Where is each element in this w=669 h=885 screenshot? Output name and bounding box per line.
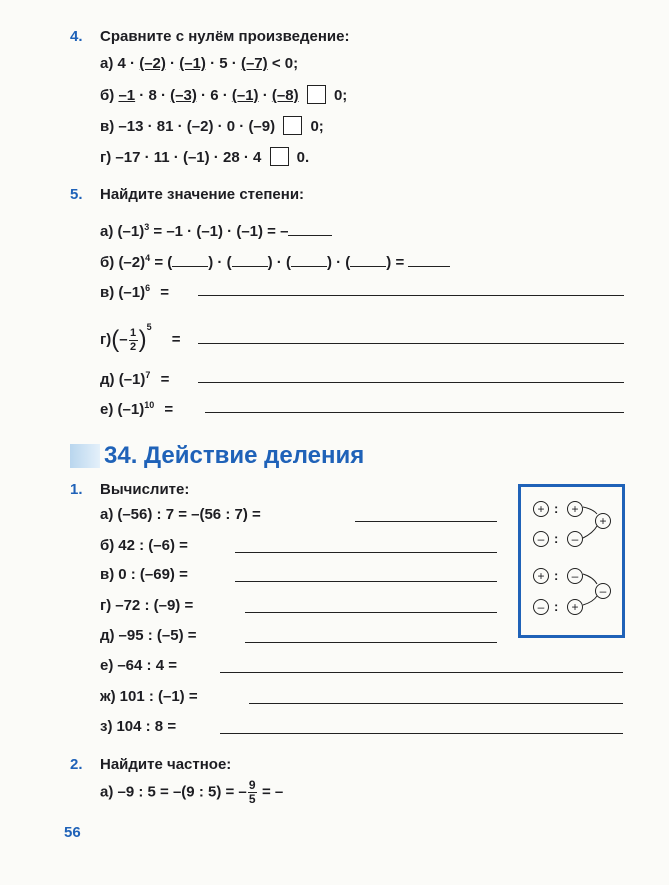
answer-line[interactable] <box>245 612 497 613</box>
expression: –64 : 4 = <box>117 657 177 674</box>
power-base: (–1) <box>117 223 145 240</box>
task1-number: 1. <box>70 481 83 498</box>
equals-sign: = <box>164 401 174 418</box>
answer-blank[interactable] <box>408 254 450 267</box>
item-label: д) <box>100 371 115 388</box>
power-base: (–1) <box>118 371 146 388</box>
factor-underlined: –1 <box>118 87 136 104</box>
factor-underlined: (–1) <box>231 87 259 104</box>
page-number: 56 <box>64 824 81 841</box>
expression: (–56) : 7 = –(56 : 7) = <box>117 506 261 523</box>
answer-line[interactable] <box>205 412 624 413</box>
paren: ( <box>167 254 173 271</box>
minus-icon: – <box>595 583 611 599</box>
paren: ) <box>326 254 332 271</box>
fraction-denominator: 2 <box>130 340 137 353</box>
task4-item-b: б) –1 · 8 · (–3) · 6 · (–1) · (–8) 0; <box>100 87 348 104</box>
paren: ) <box>267 254 273 271</box>
task5-item-d <box>100 366 169 389</box>
factor-underlined: (–3) <box>170 87 197 104</box>
rule-arrows-icon <box>521 487 622 635</box>
comparison: < 0; <box>271 55 299 72</box>
task4-item-v <box>100 116 324 136</box>
item-label: в) <box>100 566 115 583</box>
factor: 5 <box>219 55 228 72</box>
factor-blank[interactable] <box>172 254 208 267</box>
task2-title: Найдите частное: <box>100 756 232 773</box>
power-base: (–2) <box>118 254 146 271</box>
task2-item-a <box>100 780 283 805</box>
paren: ( <box>285 254 291 271</box>
task1-item <box>100 657 177 675</box>
task5-number: 5. <box>70 186 83 203</box>
answer-line[interactable] <box>235 581 497 582</box>
fraction-numerator: 9 <box>248 778 256 792</box>
item-label: а) <box>100 223 114 240</box>
comparison-answer-box[interactable] <box>307 85 326 104</box>
power-base: (–1) <box>117 401 145 418</box>
factor-underlined: (–2) <box>139 55 166 72</box>
task5-item-b <box>100 249 450 272</box>
plus-icon: + <box>533 568 549 584</box>
answer-line[interactable] <box>198 295 624 296</box>
answer-line[interactable] <box>198 343 624 344</box>
expansion: = –1 · (–1) · (–1) = – <box>153 223 289 240</box>
comparison-tail: 0; <box>333 87 348 104</box>
answer-line[interactable] <box>220 733 623 734</box>
power-base: (–1) <box>118 284 146 301</box>
item-label: е) <box>100 657 114 674</box>
power-exponent: 3 <box>144 222 150 232</box>
section-marker <box>70 444 100 468</box>
answer-line[interactable] <box>249 703 623 704</box>
expression: 104 : 8 = <box>116 718 177 735</box>
expression: –13 · 81 · (–2) · 0 · (–9) <box>118 118 276 135</box>
factor-blank[interactable] <box>232 254 268 267</box>
fraction-sign: – <box>119 331 128 348</box>
item-label: б) <box>100 254 115 271</box>
item-label: е) <box>100 401 114 418</box>
task4-item-g <box>100 147 309 167</box>
task1-item <box>100 537 188 555</box>
plus-icon: + <box>595 513 611 529</box>
equals-sign: = <box>160 284 170 301</box>
task1-item <box>100 627 197 645</box>
factor-blank[interactable] <box>291 254 327 267</box>
item-label: ж) <box>100 688 116 705</box>
dot: · <box>276 254 282 271</box>
expression: 0 : (–69) = <box>118 566 188 583</box>
task1-item <box>100 688 198 706</box>
minus-icon: – <box>533 531 549 547</box>
answer-blank[interactable] <box>288 223 332 236</box>
division-sign: : <box>554 531 559 546</box>
factor-underlined: (–1) <box>179 55 206 72</box>
task5-item-a <box>100 218 332 241</box>
answer-line[interactable] <box>245 642 497 643</box>
task5-title: Найдите значение степени: <box>100 186 305 203</box>
paren: ( <box>345 254 351 271</box>
section-title: 34. Действие деления <box>104 442 365 469</box>
item-label: а) <box>100 55 114 72</box>
task5-item-e <box>100 396 173 419</box>
answer-line[interactable] <box>355 521 497 522</box>
equals-sign: = <box>171 331 181 348</box>
paren: ( <box>226 254 232 271</box>
dot: · <box>336 254 342 271</box>
power-exponent: 7 <box>145 370 151 380</box>
item-label: в) <box>100 118 115 135</box>
item-label: б) <box>100 537 115 554</box>
division-sign: : <box>554 501 559 516</box>
item-label: в) <box>100 284 115 301</box>
minus-icon: – <box>533 599 549 615</box>
equals-sign: = <box>395 254 405 271</box>
comparison-answer-box[interactable] <box>283 116 302 135</box>
fraction-denominator: 5 <box>248 792 256 806</box>
equals-sign: = <box>160 371 170 388</box>
item-label: з) <box>100 718 113 735</box>
item-label: а) <box>100 506 114 523</box>
item-label: г) <box>100 331 112 348</box>
comparison-tail: 0; <box>310 118 324 135</box>
answer-line[interactable] <box>220 672 623 673</box>
factor: 8 <box>148 87 157 104</box>
task4-number: 4. <box>70 28 83 45</box>
item-label: г) <box>100 149 112 166</box>
task2-number: 2. <box>70 756 83 773</box>
plus-icon: + <box>567 501 583 517</box>
fraction-numerator: 1 <box>130 326 137 339</box>
item-label: а) <box>100 783 114 801</box>
factor-underlined: (–8) <box>271 87 299 104</box>
expression: –9 : 5 = –(9 : 5) = – <box>117 783 247 801</box>
expression: 101 : (–1) = <box>119 688 198 705</box>
expression: –95 : (–5) = <box>118 627 197 644</box>
task4-title: Сравните с нулём произведение: <box>100 28 350 45</box>
task1-item <box>100 566 188 584</box>
paren: ) <box>208 254 214 271</box>
plus-icon: + <box>533 501 549 517</box>
factor: 4 <box>117 55 126 72</box>
division-sign: : <box>554 568 559 583</box>
fraction <box>248 780 257 805</box>
fraction <box>129 328 138 353</box>
comparison-tail: 0. <box>296 149 310 166</box>
expression: –72 : (–9) = <box>115 597 194 614</box>
plus-icon: + <box>567 599 583 615</box>
division-sign: : <box>554 599 559 614</box>
task4-item-a: а) 4 · (–2) · (–1) · 5 · (–7) < 0; <box>100 55 299 72</box>
expression: 42 : (–6) = <box>118 537 188 554</box>
task5-item-v <box>100 279 169 302</box>
power-exponent: 4 <box>145 253 151 263</box>
task1-item <box>100 597 193 615</box>
factor-blank[interactable] <box>350 254 386 267</box>
task5-item-g: г)(– $\frac{1}{2}$ )$^5$ = <box>100 322 181 354</box>
task1-title: Вычислите: <box>100 481 190 498</box>
minus-icon: – <box>567 568 583 584</box>
power-exponent: 5 <box>146 322 152 332</box>
task1-item <box>100 506 261 524</box>
expression: –17 · 11 · (–1) · 28 · 4 <box>115 149 262 166</box>
power-exponent: 6 <box>145 283 151 293</box>
expression-tail: = – <box>261 783 284 801</box>
item-label: б) <box>100 87 115 104</box>
item-label: д) <box>100 627 115 644</box>
comparison-answer-box[interactable] <box>270 147 289 166</box>
factor: 6 <box>210 87 219 104</box>
equals-sign: = <box>154 254 164 271</box>
dot: · <box>217 254 223 271</box>
paren: ) <box>386 254 392 271</box>
sign-rules-box <box>518 484 625 638</box>
answer-line[interactable] <box>235 552 497 553</box>
answer-line[interactable] <box>198 382 624 383</box>
minus-icon: – <box>567 531 583 547</box>
power-exponent: 10 <box>144 400 155 410</box>
item-label: г) <box>100 597 112 614</box>
factor-underlined: (–7) <box>240 55 268 72</box>
task1-item <box>100 718 176 736</box>
